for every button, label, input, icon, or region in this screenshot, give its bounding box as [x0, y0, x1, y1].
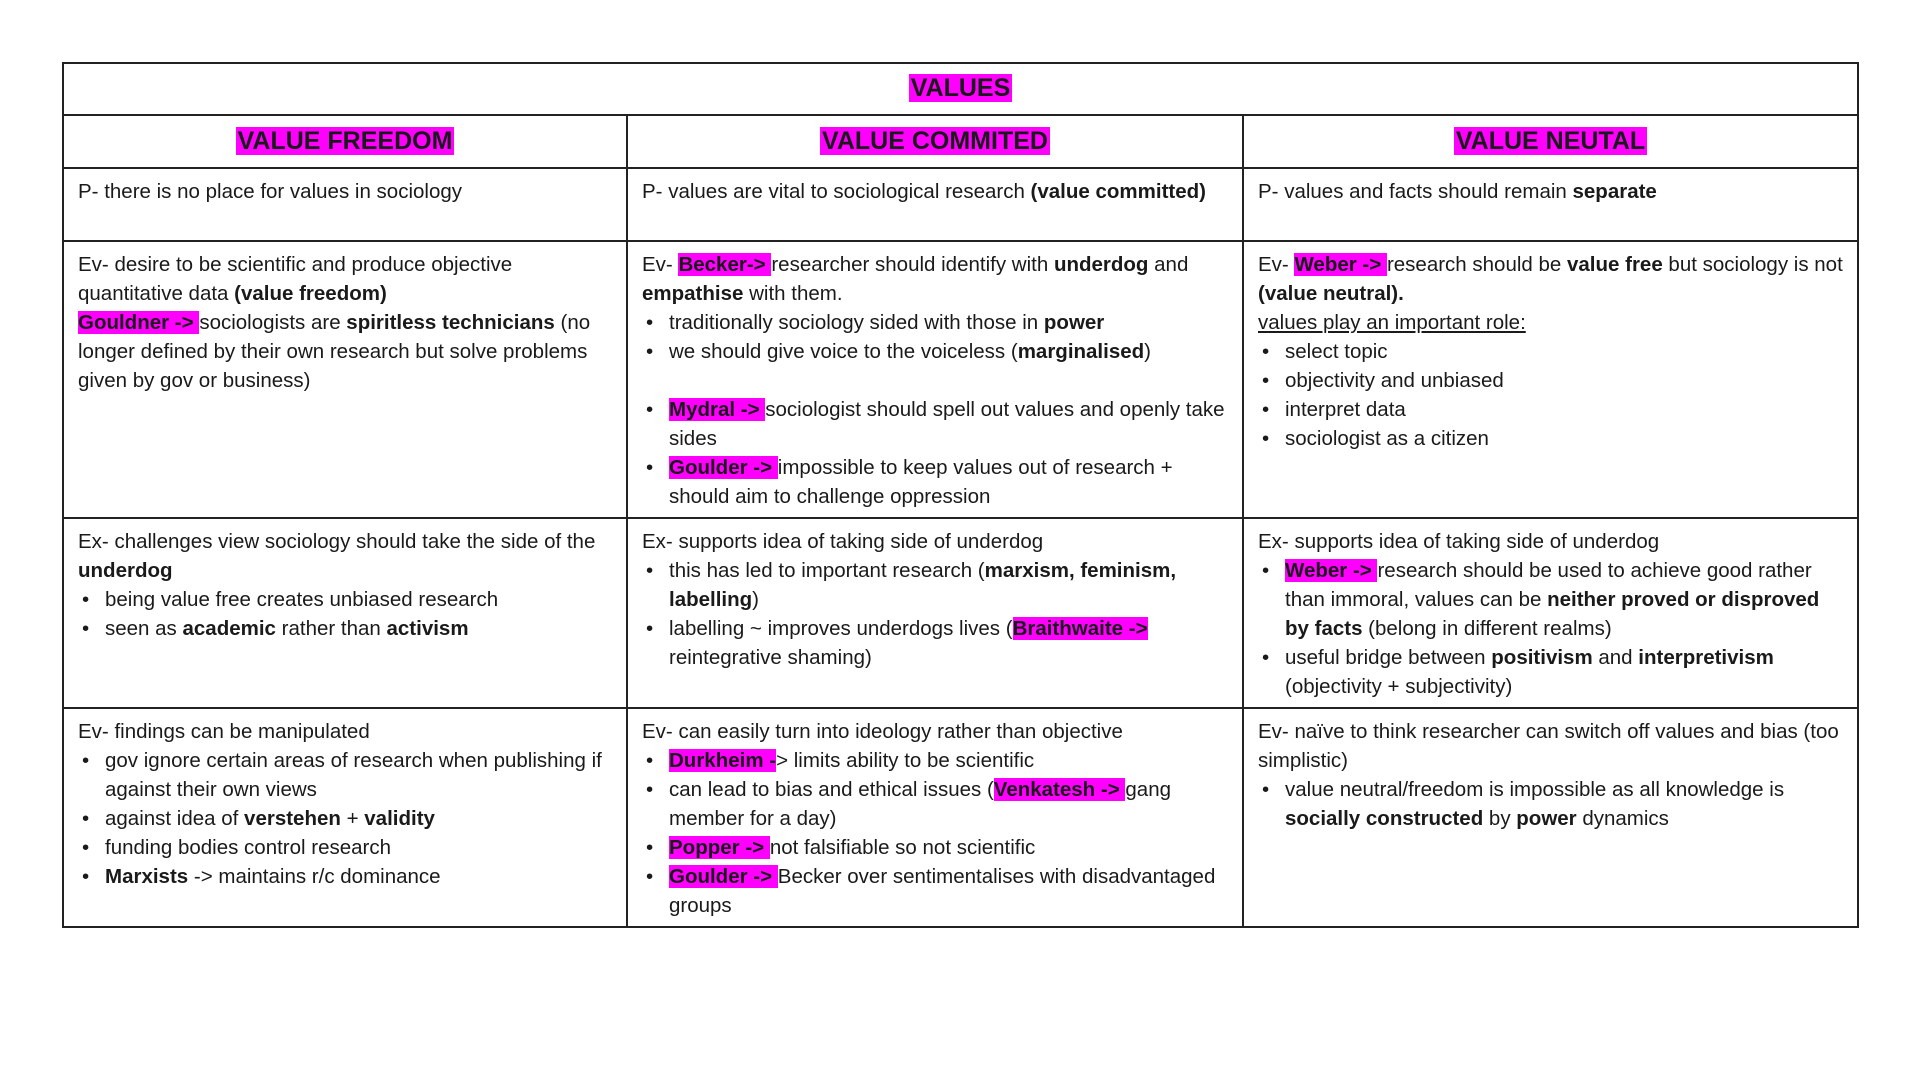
table-title: VALUES	[910, 74, 1011, 102]
text: and	[1592, 646, 1639, 669]
table-cell	[627, 708, 1243, 927]
text: select topic	[1285, 340, 1388, 363]
text: seen as	[105, 617, 183, 640]
text: dynamics	[1576, 807, 1669, 830]
highlighted-author: Popper ->	[669, 836, 770, 859]
text: sociologist should spell out values and openly take sides	[669, 398, 1225, 450]
text: labelling ~ improves underdogs lives (	[669, 617, 1013, 640]
bold-term: power	[1043, 311, 1105, 334]
header-cell	[1243, 115, 1858, 168]
text: researcher should identify with	[771, 253, 1054, 276]
text: Becker over sentimentalises with disadvantaged groups	[669, 865, 1216, 917]
bullet-item	[1258, 337, 1845, 366]
text: interpret data	[1285, 398, 1406, 421]
bullet-item	[1258, 366, 1845, 395]
table-cell	[627, 518, 1243, 708]
bullet-item	[1258, 424, 1845, 453]
paragraph	[78, 250, 614, 308]
paragraph	[1258, 717, 1845, 775]
text: Ex- challenges view sociology should take the side of the	[78, 530, 596, 553]
highlighted-author: Venkatesh ->	[993, 778, 1126, 801]
header-cell	[627, 115, 1243, 168]
text: useful bridge between	[1285, 646, 1492, 669]
text: value neutral/freedom is impossible as all knowledge is	[1285, 778, 1785, 801]
bullet-item	[642, 453, 1230, 511]
bold-term: marxism, feminism, labelling	[669, 559, 1177, 611]
table-cell	[627, 168, 1243, 241]
text: reintegrative shaming)	[669, 646, 872, 669]
highlighted-author: Goulder ->	[669, 865, 778, 888]
evidence-row	[63, 241, 1858, 518]
text: traditionally sociology sided with those in	[669, 311, 1044, 334]
paragraph	[642, 366, 1230, 395]
paragraph	[1258, 308, 1845, 337]
text: funding bodies control research	[105, 836, 392, 859]
highlighted-author: Gouldner ->	[78, 311, 200, 334]
header-row	[63, 115, 1858, 168]
text: research should be	[1386, 253, 1567, 276]
paragraph	[1258, 250, 1845, 308]
bold-term: academic	[182, 617, 276, 640]
title-cell	[63, 63, 1858, 115]
bold-term: verstehen	[244, 807, 341, 830]
table-cell	[1243, 518, 1858, 708]
bold-term: interpretivism	[1638, 646, 1774, 669]
highlighted-author: Goulder ->	[669, 456, 778, 479]
bullet-item	[642, 862, 1230, 920]
text: rather than	[275, 617, 387, 640]
paragraph	[642, 177, 1230, 206]
text: Ev- desire to be scientific and produce objective quantitative data	[78, 253, 513, 305]
text: P- there is no place for values in sociology	[78, 180, 463, 203]
text: gov ignore certain areas of research when publishing if against their own views	[105, 749, 602, 801]
bold-term: separate	[1572, 180, 1657, 203]
text: values play an important role:	[1258, 311, 1526, 334]
highlighted-author: Weber ->	[1294, 253, 1387, 276]
text: Ex- supports idea of taking side of underdog	[1258, 530, 1660, 553]
bold-term: value free	[1567, 253, 1663, 276]
paragraph	[78, 527, 614, 585]
text: (belong in different realms)	[1362, 617, 1612, 640]
paragraph	[642, 527, 1230, 556]
text: -> maintains r/c dominance	[188, 865, 441, 888]
text: (objectivity + subjectivity)	[1285, 675, 1513, 698]
text: being value free creates unbiased research	[105, 588, 499, 611]
bullet-item	[1258, 643, 1845, 701]
bold-term: neither proved or disproved by facts	[1285, 588, 1820, 640]
highlighted-author: Weber ->	[1285, 559, 1378, 582]
bold-term: validity	[364, 807, 435, 830]
text: but sociology is not	[1662, 253, 1843, 276]
table-cell	[63, 708, 627, 927]
bold-term: (value committed)	[1030, 180, 1206, 203]
table-cell	[627, 241, 1243, 518]
text: and	[1148, 253, 1189, 276]
bullet-item	[642, 746, 1230, 775]
bullet-item	[78, 862, 614, 891]
bold-term: activism	[386, 617, 469, 640]
bullet-item	[78, 804, 614, 833]
text: Ev- naïve to think researcher can switch off values and bias (too simplistic)	[1258, 720, 1839, 772]
text: Ev- findings can be manipulated	[78, 720, 370, 743]
text: )	[752, 588, 759, 611]
text: impossible to keep values out of research + should aim to challenge oppression	[669, 456, 1173, 508]
paragraph	[78, 717, 614, 746]
bold-term: empathise	[642, 282, 744, 305]
paragraph	[78, 308, 614, 395]
bullet-item	[642, 614, 1230, 672]
bullet-item	[642, 308, 1230, 337]
header-value-committed: VALUE COMMITED	[822, 126, 1048, 155]
title-row	[63, 63, 1858, 115]
highlighted-author: Mydral ->	[669, 398, 766, 421]
header-cell	[63, 115, 627, 168]
highlighted-author: Becker->	[678, 253, 772, 276]
text: against idea of	[105, 807, 245, 830]
bold-term: underdog	[1053, 253, 1149, 276]
text: we should give voice to the voiceless (	[669, 340, 1018, 363]
bullet-item	[642, 395, 1230, 453]
bold-term: positivism	[1491, 646, 1593, 669]
text: objectivity and unbiased	[1285, 369, 1504, 392]
bullet-item	[78, 614, 614, 643]
paragraph	[642, 250, 1230, 308]
text: > limits ability to be scientific	[776, 749, 1035, 772]
text: can lead to bias and ethical issues (	[669, 778, 994, 801]
bold-term: (value neutral).	[1258, 282, 1404, 305]
bullet-item	[642, 833, 1230, 862]
bullet-item	[642, 337, 1230, 366]
text: sociologists are	[199, 311, 347, 334]
table-cell	[63, 168, 627, 241]
highlighted-author: Braithwaite ->	[1012, 617, 1148, 640]
paragraph	[1258, 527, 1845, 556]
text: P- values and facts should remain	[1258, 180, 1573, 203]
table-cell	[1243, 241, 1858, 518]
table-cell	[1243, 168, 1858, 241]
bullet-item	[78, 833, 614, 862]
text: research should be used to achieve good rather than immoral, values can be	[1285, 559, 1812, 611]
text: (no longer defined by their own research but solve problems given by gov or business)	[78, 311, 591, 392]
bullet-item	[78, 746, 614, 804]
paragraph	[1258, 177, 1845, 206]
text: with them.	[743, 282, 843, 305]
bullet-item	[1258, 395, 1845, 424]
table-cell	[63, 518, 627, 708]
header-value-neutral: VALUE NEUTAL	[1455, 126, 1646, 155]
text: Ev-	[1258, 253, 1295, 276]
text: by	[1483, 807, 1517, 830]
text: Ex- supports idea of taking side of underdog	[642, 530, 1044, 553]
text: not falsifiable so not scientific	[769, 836, 1036, 859]
bullet-item	[78, 585, 614, 614]
bold-term: (value freedom)	[234, 282, 387, 305]
text: +	[340, 807, 365, 830]
text: this has led to important research (	[669, 559, 985, 582]
highlighted-author: Durkheim -	[669, 749, 777, 772]
values-table	[62, 62, 1859, 928]
text: Ev-	[642, 253, 679, 276]
text: Ev- can easily turn into ideology rather than objective	[642, 720, 1123, 743]
text: sociologist as a citizen	[1285, 427, 1489, 450]
explanation-row	[63, 518, 1858, 708]
bullet-item	[1258, 775, 1845, 833]
bold-term: underdog	[78, 559, 173, 582]
bullet-item	[642, 556, 1230, 614]
bold-term: Marxists	[105, 865, 189, 888]
header-value-freedom: VALUE FREEDOM	[237, 126, 453, 155]
text: )	[1144, 340, 1151, 363]
bold-term: marginalised	[1017, 340, 1145, 363]
text: gang member for a day)	[669, 778, 1171, 830]
point-row	[63, 168, 1858, 241]
evaluation-row	[63, 708, 1858, 927]
table-cell	[63, 241, 627, 518]
paragraph	[642, 717, 1230, 746]
paragraph	[78, 177, 614, 206]
table-cell	[1243, 708, 1858, 927]
text: P- values are vital to sociological research	[642, 180, 1031, 203]
bold-term: socially constructed	[1285, 807, 1484, 830]
bullet-item	[642, 775, 1230, 833]
bold-term: power	[1516, 807, 1577, 830]
bold-term: spiritless technicians	[346, 311, 555, 334]
bullet-item	[1258, 556, 1845, 643]
